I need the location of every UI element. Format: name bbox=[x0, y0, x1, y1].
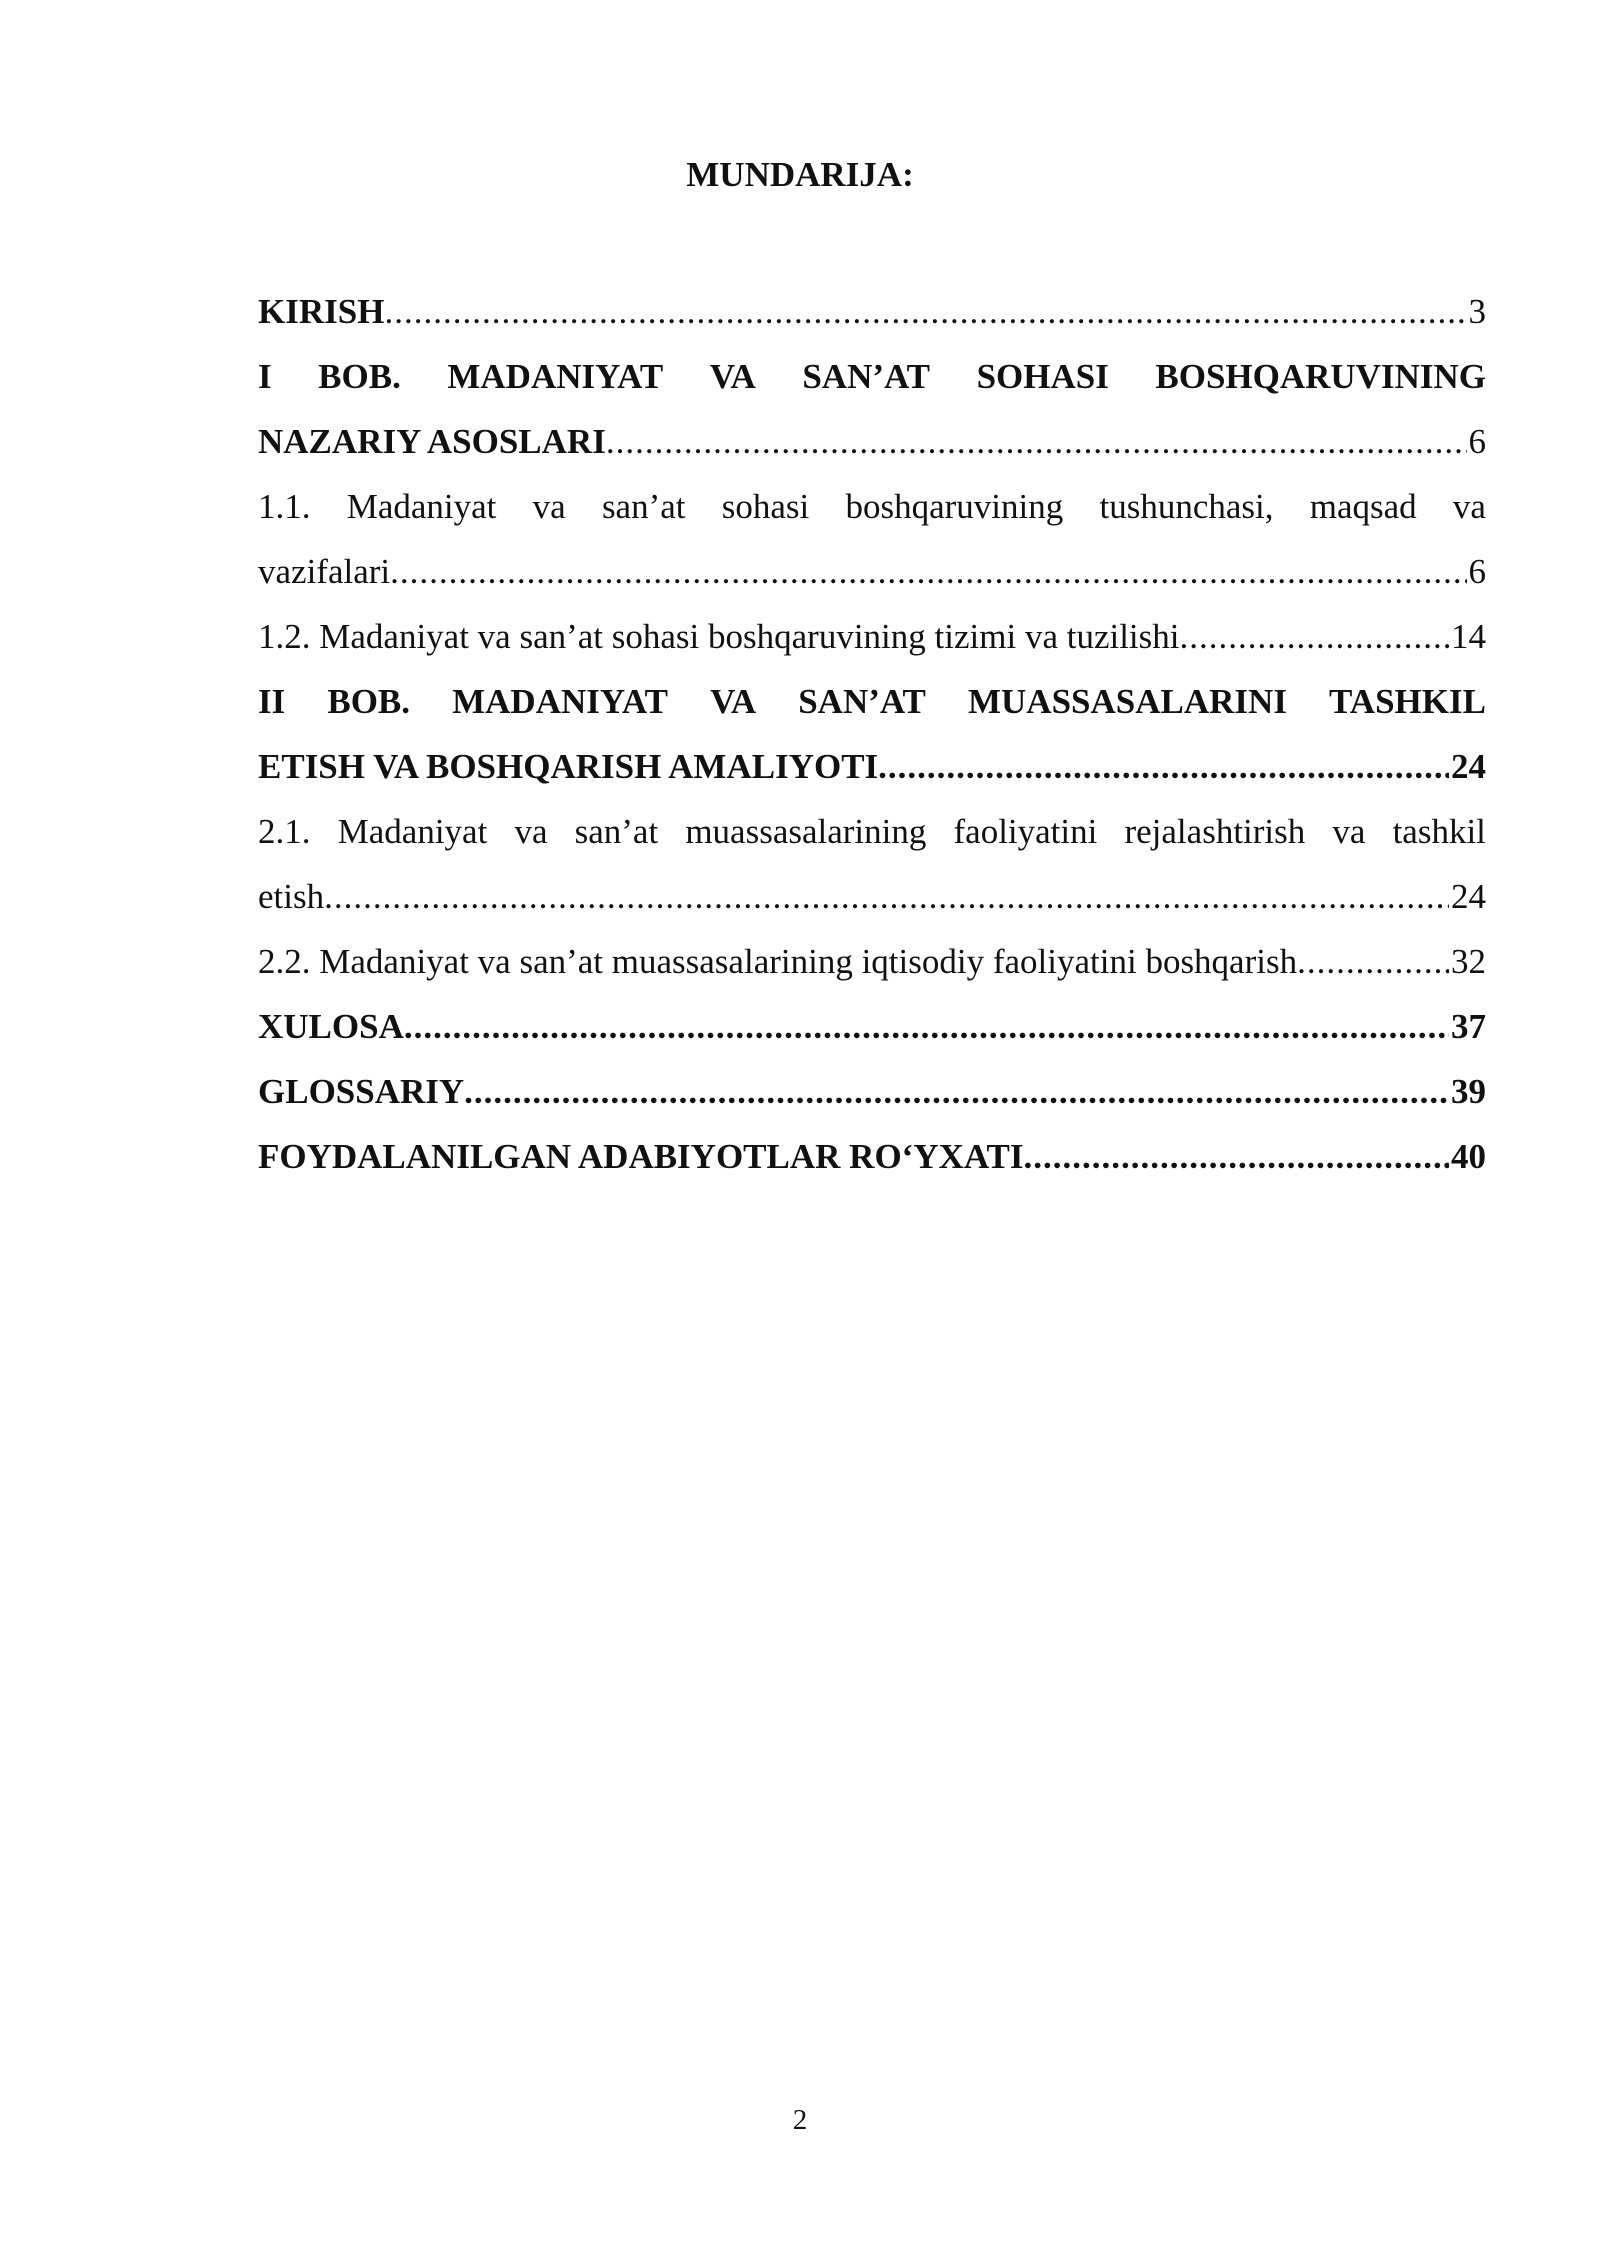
toc-word: BOSHQARUVINING bbox=[1155, 357, 1486, 396]
dot-leader bbox=[1180, 604, 1449, 669]
toc-page-number: 32 bbox=[1451, 942, 1486, 981]
dot-leader bbox=[324, 864, 1449, 929]
dot-leader bbox=[878, 734, 1449, 799]
toc-entry-1-2[interactable] bbox=[258, 604, 1486, 669]
page-title: MUNDARIJA: bbox=[686, 155, 914, 194]
toc-word: SAN’AT bbox=[798, 682, 926, 721]
toc-word: VA bbox=[709, 357, 756, 396]
toc-entry-bob2-line2[interactable] bbox=[258, 734, 1486, 799]
toc-entry-title: etish bbox=[258, 877, 325, 916]
toc-word: rejalashtirish bbox=[1124, 812, 1306, 851]
dot-leader bbox=[606, 409, 1467, 474]
toc-page-number: 24 bbox=[1451, 747, 1486, 786]
toc-page-number: 37 bbox=[1451, 1007, 1486, 1046]
toc-word: sohasi bbox=[721, 487, 810, 526]
toc-word: SOHASI bbox=[976, 357, 1109, 396]
dot-leader bbox=[404, 994, 1449, 1059]
toc-entry-bob1-line2[interactable] bbox=[258, 409, 1486, 474]
dot-leader bbox=[1024, 1124, 1449, 1189]
toc-entry-title: NAZARIY ASOSLARI bbox=[258, 422, 606, 461]
toc-word: va bbox=[1452, 487, 1486, 526]
toc-entry-bob2-line1[interactable] bbox=[258, 669, 1486, 734]
toc-entry-title: vazifalari bbox=[258, 552, 391, 591]
toc-word: san’at bbox=[574, 812, 659, 851]
toc-word: va bbox=[1332, 812, 1366, 851]
toc-entry-title: ETISH VA BOSHQARISH AMALIYOTI bbox=[258, 747, 879, 786]
toc-entry-2-1-line1[interactable] bbox=[258, 799, 1486, 864]
toc-word: Madaniyat bbox=[337, 812, 488, 851]
toc-entry-title: GLOSSARIY bbox=[258, 1072, 465, 1111]
toc-page-number: 40 bbox=[1451, 1137, 1486, 1176]
toc-entry-kirish[interactable] bbox=[258, 279, 1486, 344]
toc-entry-bob1-line1[interactable] bbox=[258, 344, 1486, 409]
toc-entry-2-1-line2[interactable] bbox=[258, 864, 1486, 929]
toc-word: BOB. bbox=[318, 357, 401, 396]
toc-word: II bbox=[258, 682, 286, 721]
toc-word: tushunchasi, bbox=[1099, 487, 1274, 526]
toc-page-number: 6 bbox=[1468, 422, 1486, 461]
toc-word: muassasalarining bbox=[685, 812, 927, 851]
dot-leader bbox=[1297, 929, 1449, 994]
toc-page-number: 3 bbox=[1468, 292, 1486, 331]
toc-page-number: 24 bbox=[1451, 877, 1486, 916]
toc-word: MUASSASALARINI bbox=[968, 682, 1287, 721]
dot-leader bbox=[384, 279, 1466, 344]
toc-word: boshqaruvining bbox=[845, 487, 1064, 526]
toc-word: VA bbox=[710, 682, 757, 721]
dot-leader bbox=[390, 539, 1466, 604]
toc-word: va bbox=[514, 812, 548, 851]
page-number: 2 bbox=[792, 2104, 808, 2136]
toc-entry-1-1-line2[interactable] bbox=[258, 539, 1486, 604]
toc-entry-2-2[interactable] bbox=[258, 929, 1486, 994]
toc-entry-1-1-line1[interactable] bbox=[258, 474, 1486, 539]
toc-entry-title: 1.2. Madaniyat va san’at sohasi boshqaruvining tizimi va tuzilishi bbox=[258, 617, 1180, 656]
table-of-contents bbox=[258, 279, 1486, 1189]
toc-word: BOB. bbox=[327, 682, 411, 721]
toc-entry-title: FOYDALANILGAN ADABIYOTLAR RO‘YXATI bbox=[258, 1137, 1024, 1176]
toc-word: va bbox=[532, 487, 566, 526]
toc-word: maqsad bbox=[1309, 487, 1417, 526]
toc-page-number: 14 bbox=[1451, 617, 1486, 656]
toc-entry-xulosa[interactable] bbox=[258, 994, 1486, 1059]
toc-word: faoliyatini bbox=[953, 812, 1098, 851]
toc-word: SAN’AT bbox=[802, 357, 931, 396]
toc-word: tashkil bbox=[1392, 812, 1486, 851]
toc-word: TASHKIL bbox=[1329, 682, 1486, 721]
toc-word: 1.1. bbox=[258, 487, 311, 526]
toc-word: san’at bbox=[601, 487, 686, 526]
dot-leader bbox=[464, 1059, 1449, 1124]
toc-entry-title: KIRISH bbox=[258, 292, 385, 331]
toc-entry-title: XULOSA bbox=[258, 1007, 404, 1046]
toc-entry-title: 2.2. Madaniyat va san’at muassasalarining iqtisodiy faoliyatini boshqarish bbox=[258, 942, 1298, 981]
toc-word: 2.1. bbox=[258, 812, 311, 851]
toc-word: MADANIYAT bbox=[452, 682, 668, 721]
toc-word: MADANIYAT bbox=[447, 357, 664, 396]
toc-word: I bbox=[258, 357, 272, 396]
toc-page-number: 6 bbox=[1468, 552, 1486, 591]
toc-entry-glossariy[interactable] bbox=[258, 1059, 1486, 1124]
toc-word: Madaniyat bbox=[346, 487, 497, 526]
toc-entry-adabiyotlar[interactable] bbox=[258, 1124, 1486, 1189]
toc-page-number: 39 bbox=[1451, 1072, 1486, 1111]
